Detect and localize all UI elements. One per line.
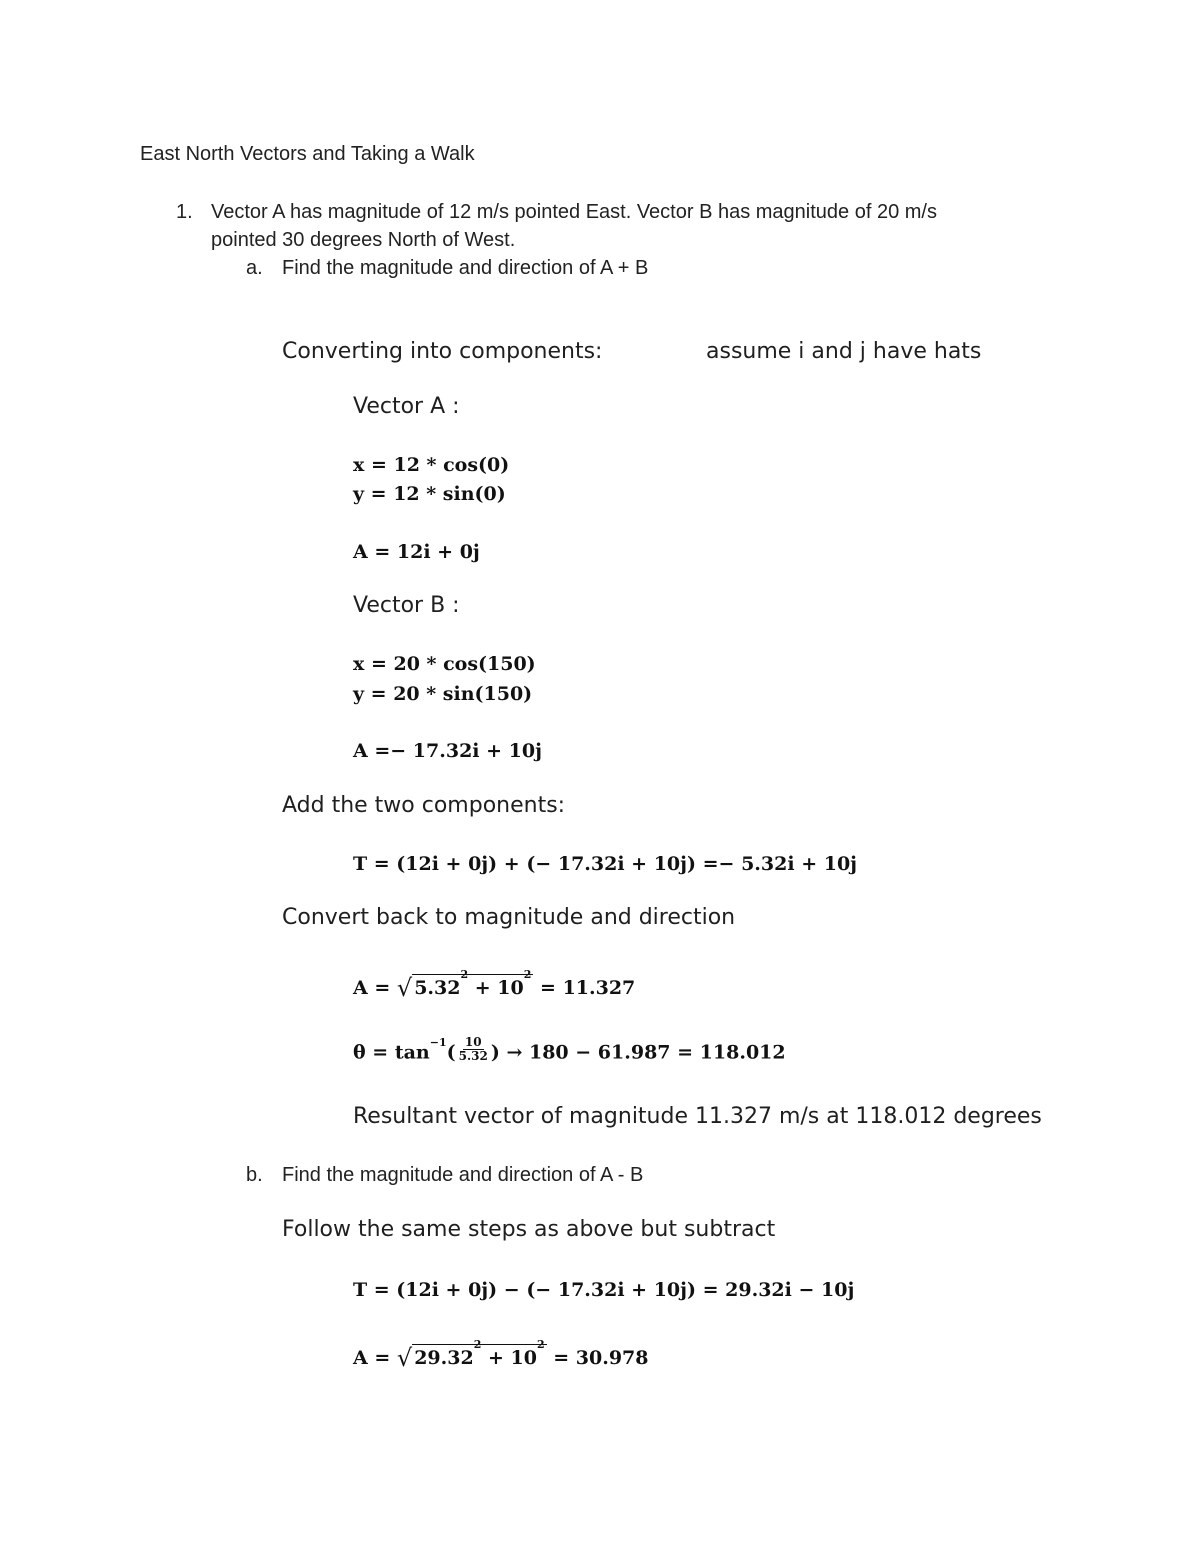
sum-equation: T = (12i + 0j) + (− 17.32i + 10j) =− 5.32i + 10j (353, 853, 858, 875)
question-line-2: pointed 30 degrees North of West. (211, 229, 516, 251)
theta-exponent: −1 (429, 1036, 447, 1049)
vector-a-x-equation: x = 12 * cos(0) (353, 454, 510, 476)
vector-a-heading: Vector A : (353, 394, 460, 419)
vector-b-heading: Vector B : (353, 593, 460, 618)
vector-a-result: A = 12i + 0j (353, 541, 480, 563)
part-b-prompt: Find the magnitude and direction of A - B (282, 1164, 644, 1186)
vector-b-y-equation: y = 20 * sin(150) (353, 683, 533, 705)
document-title: East North Vectors and Taking a Walk (140, 143, 475, 165)
sqrt-expression: √ $5.32^2 + 10^2$ (396, 968, 532, 1002)
part-b-letter: b. (246, 1164, 263, 1186)
magnitude-b-equation (353, 1338, 649, 1372)
magnitude-lhs: A = (353, 977, 391, 999)
magnitude-rhs: = 11.327 (540, 977, 636, 999)
theta-fraction: $\frac{10}{5.32}$ (458, 1035, 488, 1063)
question-line-1: Vector A has magnitude of 12 m/s pointed East. Vector B has magnitude of 20 m/s (211, 201, 937, 223)
vector-b-x-equation: x = 20 * cos(150) (353, 653, 536, 675)
add-components-heading: Add the two components: (282, 793, 566, 818)
radical-sign-icon: √ (396, 974, 413, 1002)
magnitude-b-lhs: A = (353, 1347, 391, 1369)
convert-back-heading: Convert back to magnitude and direction (282, 905, 736, 930)
difference-equation: T = (12i + 0j) − (− 17.32i + 10j) = 29.32i − 10j (353, 1279, 855, 1301)
part-a-prompt: Find the magnitude and direction of A + B (282, 257, 649, 279)
theta-lhs: θ = tan (353, 1041, 430, 1064)
vector-a-y-equation: y = 12 * sin(0) (353, 483, 506, 505)
follow-steps-note: Follow the same steps as above but subtract (282, 1217, 776, 1242)
question-number: 1. (176, 201, 193, 223)
theta-rhs: → 180 − 61.987 = 118.012 (506, 1041, 786, 1064)
radical-sign-icon: √ (396, 1344, 413, 1372)
magnitude-b-rhs: = 30.978 (553, 1347, 649, 1369)
vector-b-result: A =− 17.32i + 10j (353, 740, 542, 762)
resultant-statement: Resultant vector of magnitude 11.327 m/s at 118.012 degrees (353, 1104, 1042, 1129)
magnitude-equation (353, 968, 636, 1002)
converting-heading: Converting into components: (282, 339, 603, 364)
part-a-letter: a. (246, 257, 263, 279)
theta-equation: $\theta = \tan^{-1}$( $\frac{10}{5.32}$ ) → 180 − 61.987 = 118.012 (353, 1035, 786, 1064)
hats-note: assume i and j have hats (706, 339, 982, 364)
sqrt-expression-b: √ $29.32^2 + 10^2$ (396, 1338, 545, 1372)
